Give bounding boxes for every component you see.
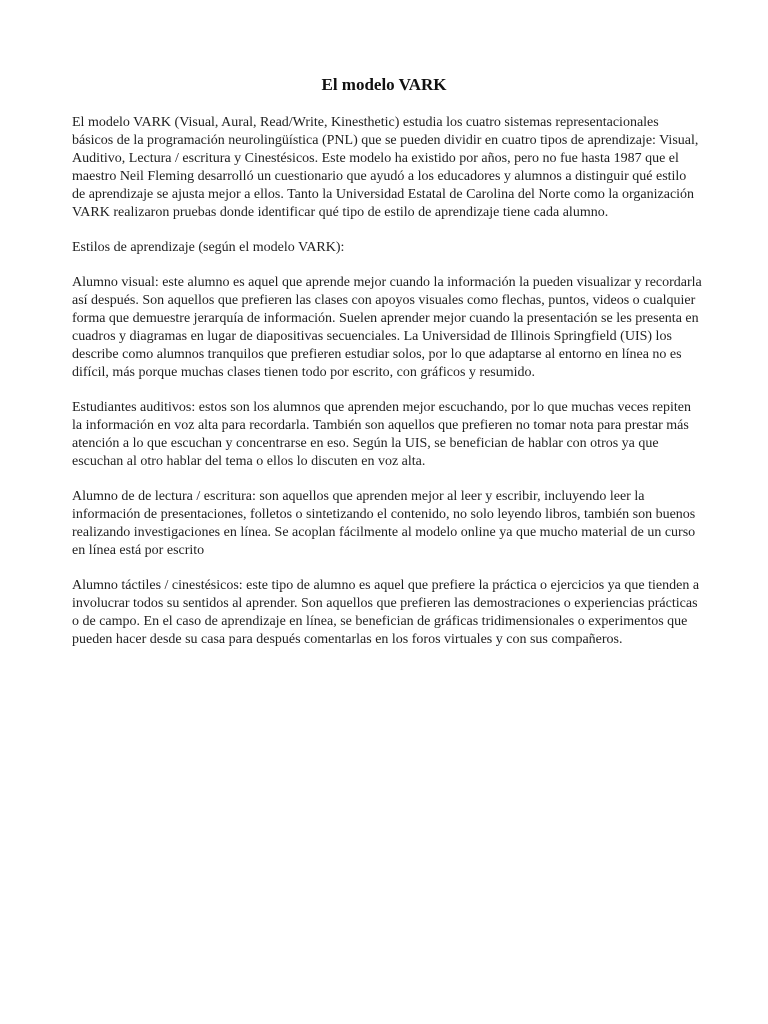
- document-body: [72, 114, 702, 666]
- paragraph-auditory: Estudiantes auditivos: estos son los alumnos que aprenden mejor escuchando, por lo que muchas veces repiten la información en voz alta para recordarla. También son aquellos que prefieren no tomar nota para prestar más atención a lo que escuchan y concentrarse en eso. Según la UIS, se benefician de hablar con otros ya que escuchan al otro hablar del tema o ellos lo discuten en voz alta.: [72, 400, 691, 469]
- paragraph-read-write: Alumno de de lectura / escritura: son aquellos que aprenden mejor al leer y escribir, incluyendo leer la información de presentaciones, folletos o sintetizando el contenido, no solo leyendo libros, también son buenos realizando investigaciones en línea. Se acoplan fácilmente al modelo online ya que mucho material de un curso en línea está por escrito: [72, 489, 696, 558]
- paragraph-kinesthetic: Alumno táctiles / cinestésicos: este tipo de alumno es aquel que prefiere la práctica o ejercicios ya que tienden a involucrar todos su sentidos al aprender. Son aquellos que prefieren las demostraciones o experiencias prácticas o de campo. En el caso de aprendizaje en línea, se benefician de gráficas tridimensionales o experimentos que pueden hacer desde su casa para después comentarlas en los foros virtuales y con sus compañeros.: [72, 578, 700, 647]
- document-title: El modelo VARK: [321, 75, 447, 94]
- paragraph-styles-heading: Estilos de aprendizaje (según el modelo VARK):: [72, 240, 345, 255]
- paragraph-visual: Alumno visual: este alumno es aquel que aprende mejor cuando la información la pueden visualizar y recordarla así después. Son aquellos que prefieren las clases con apoyos visuales como flechas, puntos, videos o cualquier forma que demuestre jerarquía de información. Suelen aprender mejor cuando la presentación se les presenta en cuadros y diagramas en lugar de diapositivas secuenciales. La Universidad de Illinois Springfield (UIS) los describe como alumnos tranquilos que prefieren estudiar solos, por lo que adaptarse al entorno en línea no es difícil, más porque muchas clases tienen todo por escrito, con gráficos y resumido.: [72, 275, 702, 380]
- paragraph-intro: El modelo VARK (Visual, Aural, Read/Write, Kinesthetic) estudia los cuatro sistemas representacionales básicos de la programación neurolingüística (PNL) que se pueden dividir en cuatro tipos de aprendizaje: Visual, Auditivo, Lectura / escritura y Cinestésicos. Este modelo ha existido por años, pero no fue hasta 1987 que el maestro Neil Fleming desarrolló un cuestionario que ayudó a los educadores y alumnos a distinguir qué estilo de aprendizaje se ajusta mejor a ellos. Tanto la Universidad Estatal de Carolina del Norte como la organización VARK realizaron pruebas donde identificar qué tipo de estilo de aprendizaje tiene cada alumno.: [72, 115, 699, 220]
